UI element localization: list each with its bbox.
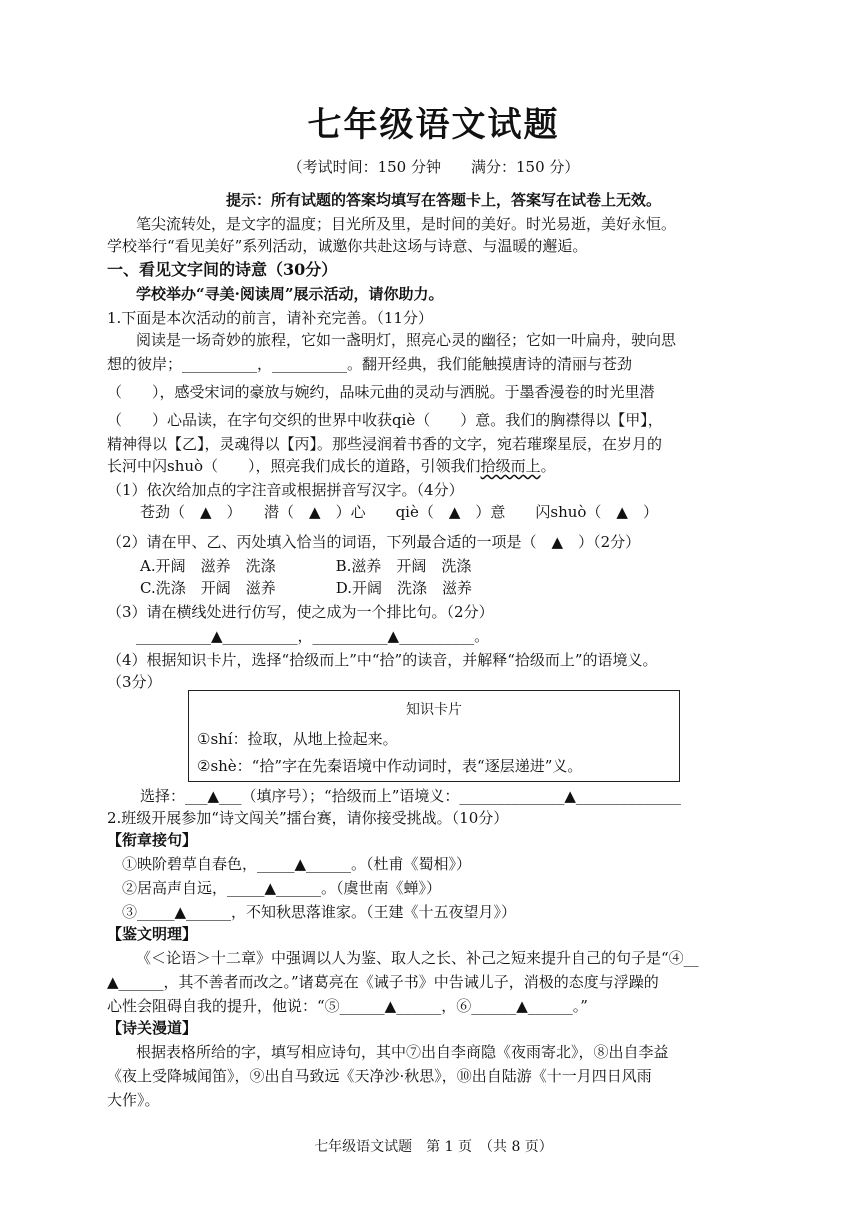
passage-end: 。 — [540, 457, 556, 475]
passage-line: （ ）心品读，在字句交织的世界中收获qiè（ ）意。我们的胸襟得以【甲】， — [107, 411, 663, 429]
answer-line: 苍劲（ ▲ ） 潜（ ▲ ）心 qiè（ ▲ ）意 闪shuò（ ▲ ） — [140, 503, 658, 521]
sub-question: （3）请在横线处进行仿写，使之成为一个排比句。（2分） — [107, 603, 494, 621]
text-line: 《夜上受降城闻笛》，⑨出自马致远《天净沙·秋思》，⑩出自陆游《十一月四日风雨 — [107, 1067, 652, 1085]
card-title: 知识卡片 — [406, 702, 462, 718]
passage-line — [107, 456, 556, 476]
text-line: 大作》。 — [107, 1091, 160, 1109]
sub-question: （1）依次给加点的字注音或根据拼音写汉字。（4分） — [107, 481, 464, 499]
passage-line: 精神得以【乙】，灵魂得以【丙】。那些浸润着书香的文字，宛若璀璨星辰，在岁月的 — [107, 435, 663, 453]
intro-line: 学校举行“看见美好”系列活动，诚邀你共赴这场与诗意、与温暖的邂逅。 — [107, 237, 588, 255]
poem-line: ①映阶碧草自春色，_____▲______。（杜甫《蜀相》） — [122, 855, 472, 873]
marked-phrase: 拾级而上 — [480, 457, 541, 475]
text-line: 《＜论语＞十二章》中强调以人为鉴、取人之长、补己之短来提升自己的句子是“④__ — [136, 949, 699, 967]
part-title: 【鉴文明理】 — [107, 925, 198, 943]
page-footer: 七年级语文试题 第 1 页 （共 8 页） — [314, 1139, 553, 1155]
text-line: ▲______，其不善者而改之。”诸葛亮在《诫子书》中告诫儿子，消极的态度与浮躁的 — [107, 973, 659, 991]
card-line: ①shí：捡取，从地上捡起来。 — [197, 730, 398, 748]
exam-info: （考试时间：150 分钟 满分：150 分） — [287, 158, 580, 176]
poem-line: ③_____▲______，不知秋思落谁家。（王建《十五夜望月》） — [122, 903, 517, 921]
passage-line: （ ），感受宋词的豪放与婉约，品味元曲的灵动与洒脱。于墨香漫卷的时光里潜 — [107, 383, 655, 401]
knowledge-card — [188, 690, 680, 782]
answer-line: 选择：___▲___（填序号）；“拾级而上”语境义：______________▲______________ — [140, 787, 681, 805]
sub-question: （4）根据知识卡片，选择“拾级而上”中“拾”的读音，并解释“拾级而上”的语境义。 — [107, 651, 658, 669]
intro-line: 笔尖流转处，是文字的温度；目光所及里，是时间的美好。时光易逝，美好永恒。 — [136, 215, 677, 233]
text-line: 根据表格所给的字，填写相应诗句，其中⑦出自李商隐《夜雨寄北》，⑧出自李益 — [136, 1043, 669, 1061]
question-stem: 1.下面是本次活动的前言，请补充完善。（11分） — [107, 309, 433, 327]
question-stem: 2.班级开展参加“诗文闯关”擂台赛，请你接受挑战。（10分） — [107, 809, 509, 827]
poem-line: ②居高声自远，_____▲______。（虞世南《蝉》） — [122, 879, 442, 897]
option-row: C.洗涤 开阔 滋养 D.开阔 洗涤 滋养 — [140, 579, 472, 597]
section-lead: 学校举办“寻美·阅读周”展示活动，请你助力。 — [136, 285, 444, 303]
passage-text: 长河中闪shuò（ ），照亮我们成长的道路，引领我们 — [107, 457, 481, 475]
passage-line: 想的彼岸；__________，__________。翻开经典，我们能触摸唐诗的清丽与苍劲 — [107, 355, 633, 373]
card-line: ②shè：“拾”字在先秦语境中作动词时，表“逐层递进”义。 — [197, 757, 583, 775]
option-row: A.开阔 滋养 洗涤 B.滋养 开阔 洗涤 — [140, 557, 472, 575]
part-title: 【衔章接句】 — [107, 831, 198, 849]
text-line: 心性会阻碍自我的提升，他说：“⑤______▲______，⑥______▲______。” — [107, 997, 588, 1015]
answer-line: __________▲__________，__________▲__________。 — [136, 627, 490, 645]
page-title: 七年级语文试题 — [307, 105, 560, 145]
sub-question: （2）请在甲、乙、丙处填入恰当的词语，下列最合适的一项是（ ▲ ）（2分） — [107, 533, 641, 551]
section-heading: 一、看见文字间的诗意（30分） — [107, 260, 338, 279]
notice: 提示：所有试题的答案均填写在答题卡上，答案写在试卷上无效。 — [226, 191, 662, 209]
sub-question-score: （3分） — [107, 673, 162, 691]
passage-line: 阅读是一场奇妙的旅程，它如一盏明灯，照亮心灵的幽径；它如一叶扁舟，驶向思 — [136, 331, 677, 349]
part-title: 【诗关漫道】 — [107, 1019, 198, 1037]
